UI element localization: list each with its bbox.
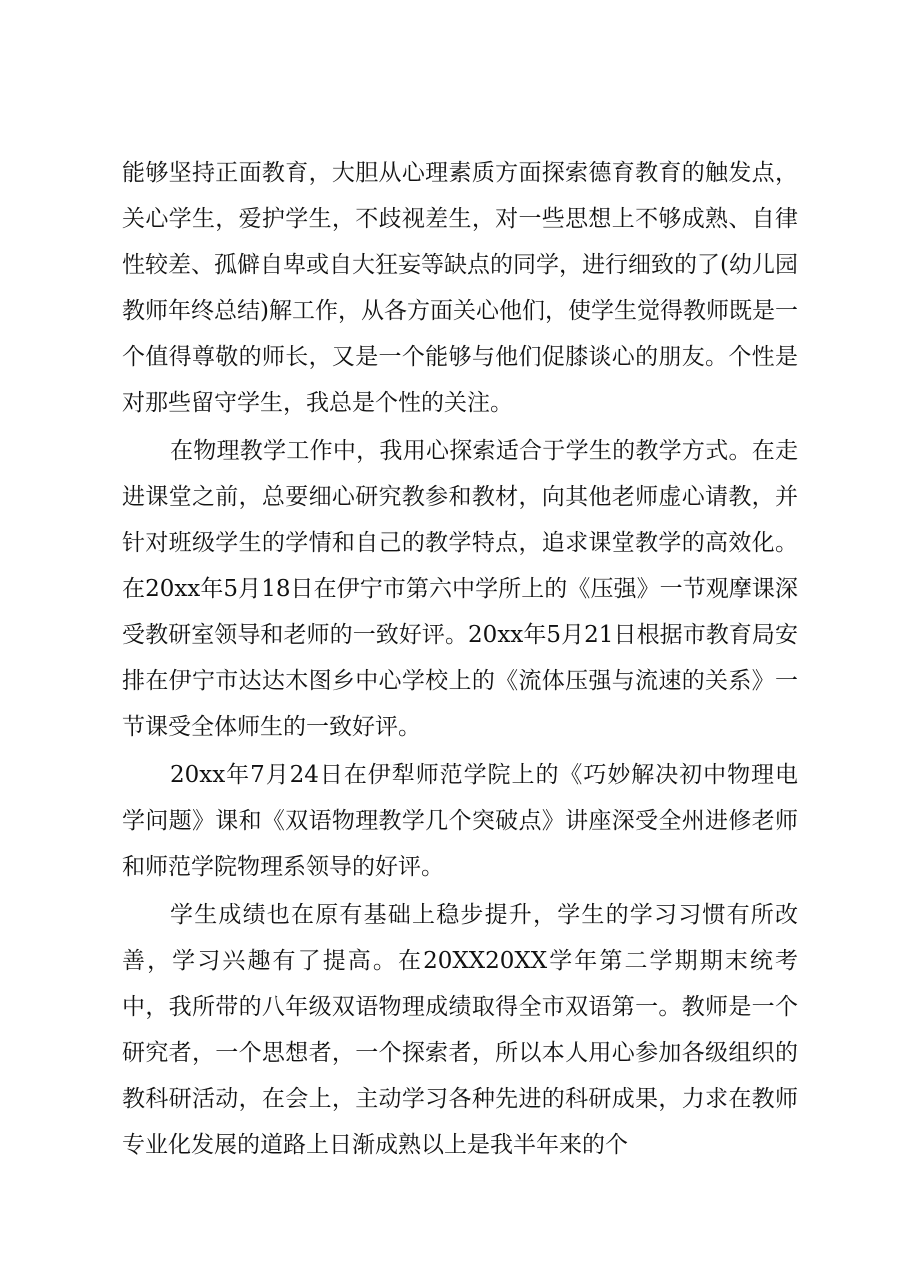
paragraph-3: 20xx年7月24日在伊犁师范学院上的《巧妙解决初中物理电学问题》课和《双语物理教学几个突破点》讲座深受全州进修老师和师范学院物理系领导的好评。 [122, 762, 798, 880]
paragraph-1: 能够坚持正面教育，大胆从心理素质方面探索德育教育的触发点，关心学生，爱护学生，不歧视差生，对一些思想上不够成熟、自律性较差、孤僻自卑或自大狂妄等缺点的同学，进行细致的了(幼儿园教师年终总结)解工作，从各方面关心他们，使学生觉得教师既是一个值得尊敬的师长，又是一个能够与他们促膝谈心的朋友。个性是对那些留守学生，我总是个性的关注。 [122, 160, 798, 416]
paragraph-4: 学生成绩也在原有基础上稳步提升，学生的学习习惯有所改善，学习兴趣有了提高。在20XX20XX学年第二学期期末统考中，我所带的八年级双语物理成绩取得全市双语第一。教师是一个研究者，一个思想者，一个探索者，所以本人用心参加各级组织的教科研活动，在会上，主动学习各种先进的科研成果，力求在教师专业化发展的道路上日渐成熟以上是我半年来的个 [122, 902, 798, 1158]
paragraph-2: 在物理教学工作中，我用心探索适合于学生的教学方式。在走进课堂之前，总要细心研究教参和教材，向其他老师虚心请教，并针对班级学生的学情和自己的教学特点，追求课堂教学的高效化。在20xx年5月18日在伊宁市第六中学所上的《压强》一节观摩课深受教研室领导和老师的一致好评。20xx年5月21日根据市教育局安排在伊宁市达达木图乡中心学校上的《流体压强与流速的关系》一节课受全体师生的一致好评。 [122, 438, 798, 740]
document-body [122, 150, 798, 1170]
